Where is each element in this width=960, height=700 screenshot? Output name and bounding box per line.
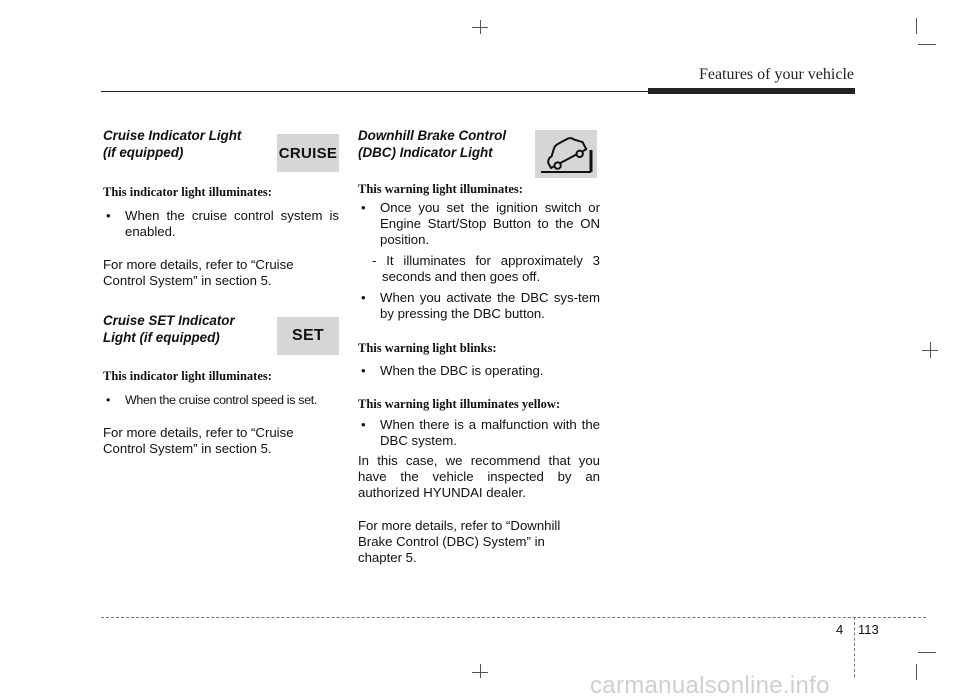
cruise-set-bullet: • When the cruise control speed is set. xyxy=(103,392,339,408)
cruise-set-body-line2: Control System” in section 5. xyxy=(103,441,272,456)
footer-divider xyxy=(854,617,855,677)
dbc-subhead-blinks: This warning light blinks: xyxy=(358,341,497,355)
cruise-set-subhead: This indicator light illuminates: xyxy=(103,369,272,383)
watermark: carmanualsonline.info xyxy=(590,672,830,699)
header-rule xyxy=(101,91,651,92)
cruise-bullet: • When the cruise control system is enabled. xyxy=(103,208,339,240)
cruise-title-line2: (if equipped) xyxy=(103,145,184,160)
page-header-title: Features of your vehicle xyxy=(698,66,854,83)
cruise-body-line1: For more details, refer to “Cruise xyxy=(103,257,294,272)
cruise-indicator-icon: CRUISE xyxy=(277,134,339,172)
dbc-subhead-yellow: This warning light illuminates yellow: xyxy=(358,397,561,411)
dbc-bullet-operating: • When the DBC is operating. xyxy=(358,363,600,379)
cruise-set-title-line2: Light (if equipped) xyxy=(103,330,220,345)
dbc-title-line1: Downhill Brake Control xyxy=(358,128,507,143)
footer-rule xyxy=(101,617,926,618)
dbc-body-ref-line2: Brake Control (DBC) System” in xyxy=(358,534,545,549)
dbc-title-line2: (DBC) Indicator Light xyxy=(358,145,493,160)
dbc-bullet-malfunction: • When there is a malfunction with the DBC system. xyxy=(358,417,600,449)
dbc-body-ref-line3: chapter 5. xyxy=(358,550,417,565)
downhill-car-icon xyxy=(535,130,597,178)
dbc-body-ref-line1: For more details, refer to “Downhill xyxy=(358,518,561,533)
set-indicator-icon: SET xyxy=(277,317,339,355)
cruise-set-title-line1: Cruise SET Indicator xyxy=(103,313,235,328)
dbc-bullet-activate: • When you activate the DBC sys-tem by pressing the DBC button. xyxy=(358,290,600,322)
page-number: 113 xyxy=(858,622,879,637)
cruise-title-line1: Cruise Indicator Light xyxy=(103,128,242,143)
cruise-set-body-line1: For more details, refer to “Cruise xyxy=(103,425,294,440)
dbc-body-inspect: In this case, we recommend that you have the vehicle inspected by an authorized HYUNDAI dealer. xyxy=(358,453,600,500)
dbc-sub-bullet-duration: - It illuminates for approximately 3 seconds and then goes off. xyxy=(372,253,600,284)
chapter-number: 4 xyxy=(836,622,844,637)
header-rule-bar xyxy=(648,88,855,94)
dbc-subhead-illuminates: This warning light illuminates: xyxy=(358,182,523,196)
dbc-bullet-ignition: • Once you set the ignition switch or Engine Start/Stop Button to the ON position. xyxy=(358,200,600,248)
cruise-body-line2: Control System” in section 5. xyxy=(103,273,272,288)
cruise-subhead: This indicator light illuminates: xyxy=(103,185,272,199)
